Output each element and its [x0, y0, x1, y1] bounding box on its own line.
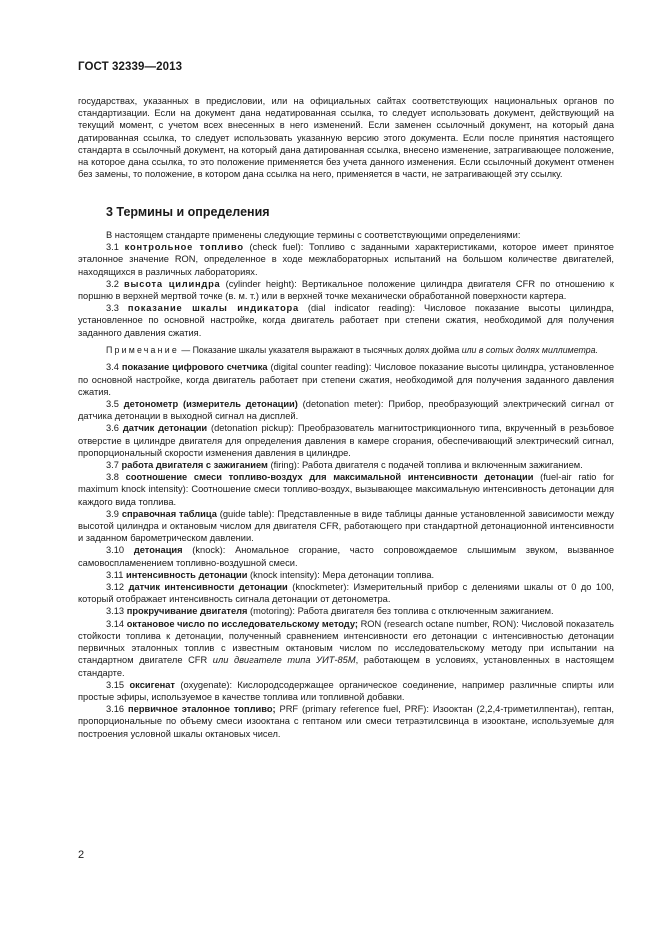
term-3-5: 3.5 детонометр (измеритель детонации) (detonation meter): Прибор, преобразующий электрический сигнал от датчика детонации в выходной сигнал на дисплей.	[78, 399, 614, 422]
term-name: датчик детонации	[122, 423, 208, 434]
term-name: прокручивание двигателя	[126, 606, 248, 617]
term-3-6: 3.6 датчик детонации (detonation pickup): Преобразователь магнитострикционного типа, вкрученный в резьбовое отверстие в цилиндре двигателя для определения давления в камере сгорания, обеспечивающий электрический сигнал, пропорциональный скорости изменения давления в цилиндре.	[78, 423, 614, 458]
section-body	[78, 229, 614, 740]
term-name: первичное эталонное топливо;	[128, 704, 276, 715]
term-3-2: 3.2 высота цилиндра (cylinder height): Вертикальное положение цилиндра двигателя CFR по отношению к поршню в верхней мертвой точке (в. м. т.) или в верхней точке механически обработанной поверхности картера.	[78, 278, 615, 302]
term-name: работа двигателя с зажиганием	[121, 460, 268, 471]
term-3-4: 3.4 показание цифрового счетчика (digital counter reading): Числовое показание высоты цилиндра, установленное по основной настройке, когда двигатель работает при степени сжатия, необходимой для получения заданного давления сжатия.	[78, 362, 614, 397]
note-label: Примечание	[106, 344, 179, 355]
term-3-11: 3.11 интенсивность детонации (knock intensity): Мера детонации топлива.	[106, 569, 435, 580]
term-name: детонометр (измеритель детонации)	[123, 399, 298, 410]
term-name: интенсивность детонации	[126, 569, 248, 580]
term-3-9: 3.9 справочная таблица (guide table): Представленные в виде таблицы данные установленной зависимости между высотой цилиндра и октановым числом для двигателя CFR, работающего при стандартной детонационной интенсивности и заданном барометрическом давлении.	[78, 508, 614, 544]
term-name: датчик интенсивности детонации	[128, 582, 288, 593]
term-name: показание шкалы индикатора	[127, 303, 299, 314]
section-lead: В настоящем стандарте применены следующие термины с соответствующими определениями:	[106, 230, 521, 240]
term-name: контрольное топливо	[124, 242, 244, 253]
term-3-14: 3.14 октановое число по исследовательскому методу; RON (research octane number, RON): Числовой показатель стойкости топлива к детонации, полученный сравнением интенсивности его детонации с интенсивностью детонации первичных эталонных топлив с известным октановым числом по исследовательскому методу при испытании на стандартном двигателе CFR или двигателе типа УИТ-85М, работающем в условиях, установленных в настоящем стандарте.	[78, 618, 615, 678]
term-name: детонация	[133, 545, 183, 556]
term-3-13: 3.13 прокручивание двигателя (motoring): Работа двигателя без топлива с отключенным зажиганием.	[106, 606, 554, 617]
note: Примечание — Показание шкалы указателя выражают в тысячных долях дюйма или в сотых долях миллиметра.	[106, 344, 598, 355]
term-3-3: 3.3 показание шкалы индикатора (dial indicator reading): Числовое показание высоты цилиндра, установленное по основной настройке, когда двигатель работает при степени сжатия, необходимой для получения заданного давления сжатия.	[78, 303, 614, 338]
term-name: высота цилиндра	[124, 278, 221, 289]
section-title: 3 Термины и определения	[106, 205, 270, 219]
term-name: октановое число по исследовательскому методу;	[126, 618, 358, 629]
document-header: ГОСТ 32339—2013	[78, 61, 183, 73]
page-number: 2	[78, 849, 85, 861]
intro-text: государствах, указанных в предисловии, или на официальных сайтах соответствующих национальных органов по стандартизации. Если на документ дана недатированная ссылка, то следует использовать документ, действующий на текущий момент, с учетом всех внесенных в него изменений. Если заменен ссылочный документ, на который дана датированная ссылка, то следует использовать указанную версию этого документа. Если после принятия настоящего стандарта в ссылочный документ, на который дана датированная ссылка, внесено изменение, затрагивающее положение, на которое дана ссылка, то это положение применяется без учета данного изменения. Если ссылочный документ отменен без замены, то положение, в котором дана ссылка на него, применяется в части, не затрагивающей эту ссылку.	[78, 96, 614, 180]
term-3-7: 3.7 работа двигателя с зажиганием (firing): Работа двигателя с подачей топлива и включенным зажиганием.	[106, 460, 583, 471]
term-3-10: 3.10 детонация (knock): Аномальное сгорание, часто сопровождаемое слышимым звуком, вызванное самовоспламенением топливно-воздушной смеси.	[78, 545, 614, 568]
term-name: справочная таблица	[121, 508, 217, 519]
term-3-15: 3.15 оксигенат (oxygenate): Кислородсодержащее органическое соединение, например различные спирты или простые эфиры, используемое в качестве топлива или топливной добавки.	[78, 679, 614, 702]
term-name: показание цифрового счетчика	[121, 362, 268, 373]
term-3-1: 3.1 контрольное топливо (check fuel): Топливо с заданными характеристиками, которое имеет принятое эталонное значение RON, определенное в ходе межлабораторных испытаний на большом количестве двигателей, находящихся в различных лабораториях.	[78, 242, 614, 277]
term-name: оксигенат	[129, 679, 175, 690]
term-3-12: 3.12 датчик интенсивности детонации (knockmeter): Измерительный прибор с делениями шкалы от 0 до 100, который отображает интенсивность сигнала детонации от детонометра.	[78, 582, 614, 605]
intro-paragraph	[78, 95, 614, 180]
term-name: соотношение смеси топливо-воздух для максимальной интенсивности детонации	[125, 472, 534, 483]
term-3-16: 3.16 первичное эталонное топливо; PRF (primary reference fuel, PRF): Изооктан (2,2,4-триметилпентан), гептан, пропорциональные по объему смеси изооктана с гептаном или смеси тетраэтилсвинца в изооктане, используемые для построения условной шкалы октановых чисел.	[78, 704, 614, 739]
term-3-8: 3.8 соотношение смеси топливо-воздух для максимальной интенсивности детонации (fuel-air ratio for maximum knock intensity): Соотношение смеси топливо-воздух, вызывающее максимальную интенсивность детонации для каждого вида топлива.	[78, 472, 614, 507]
